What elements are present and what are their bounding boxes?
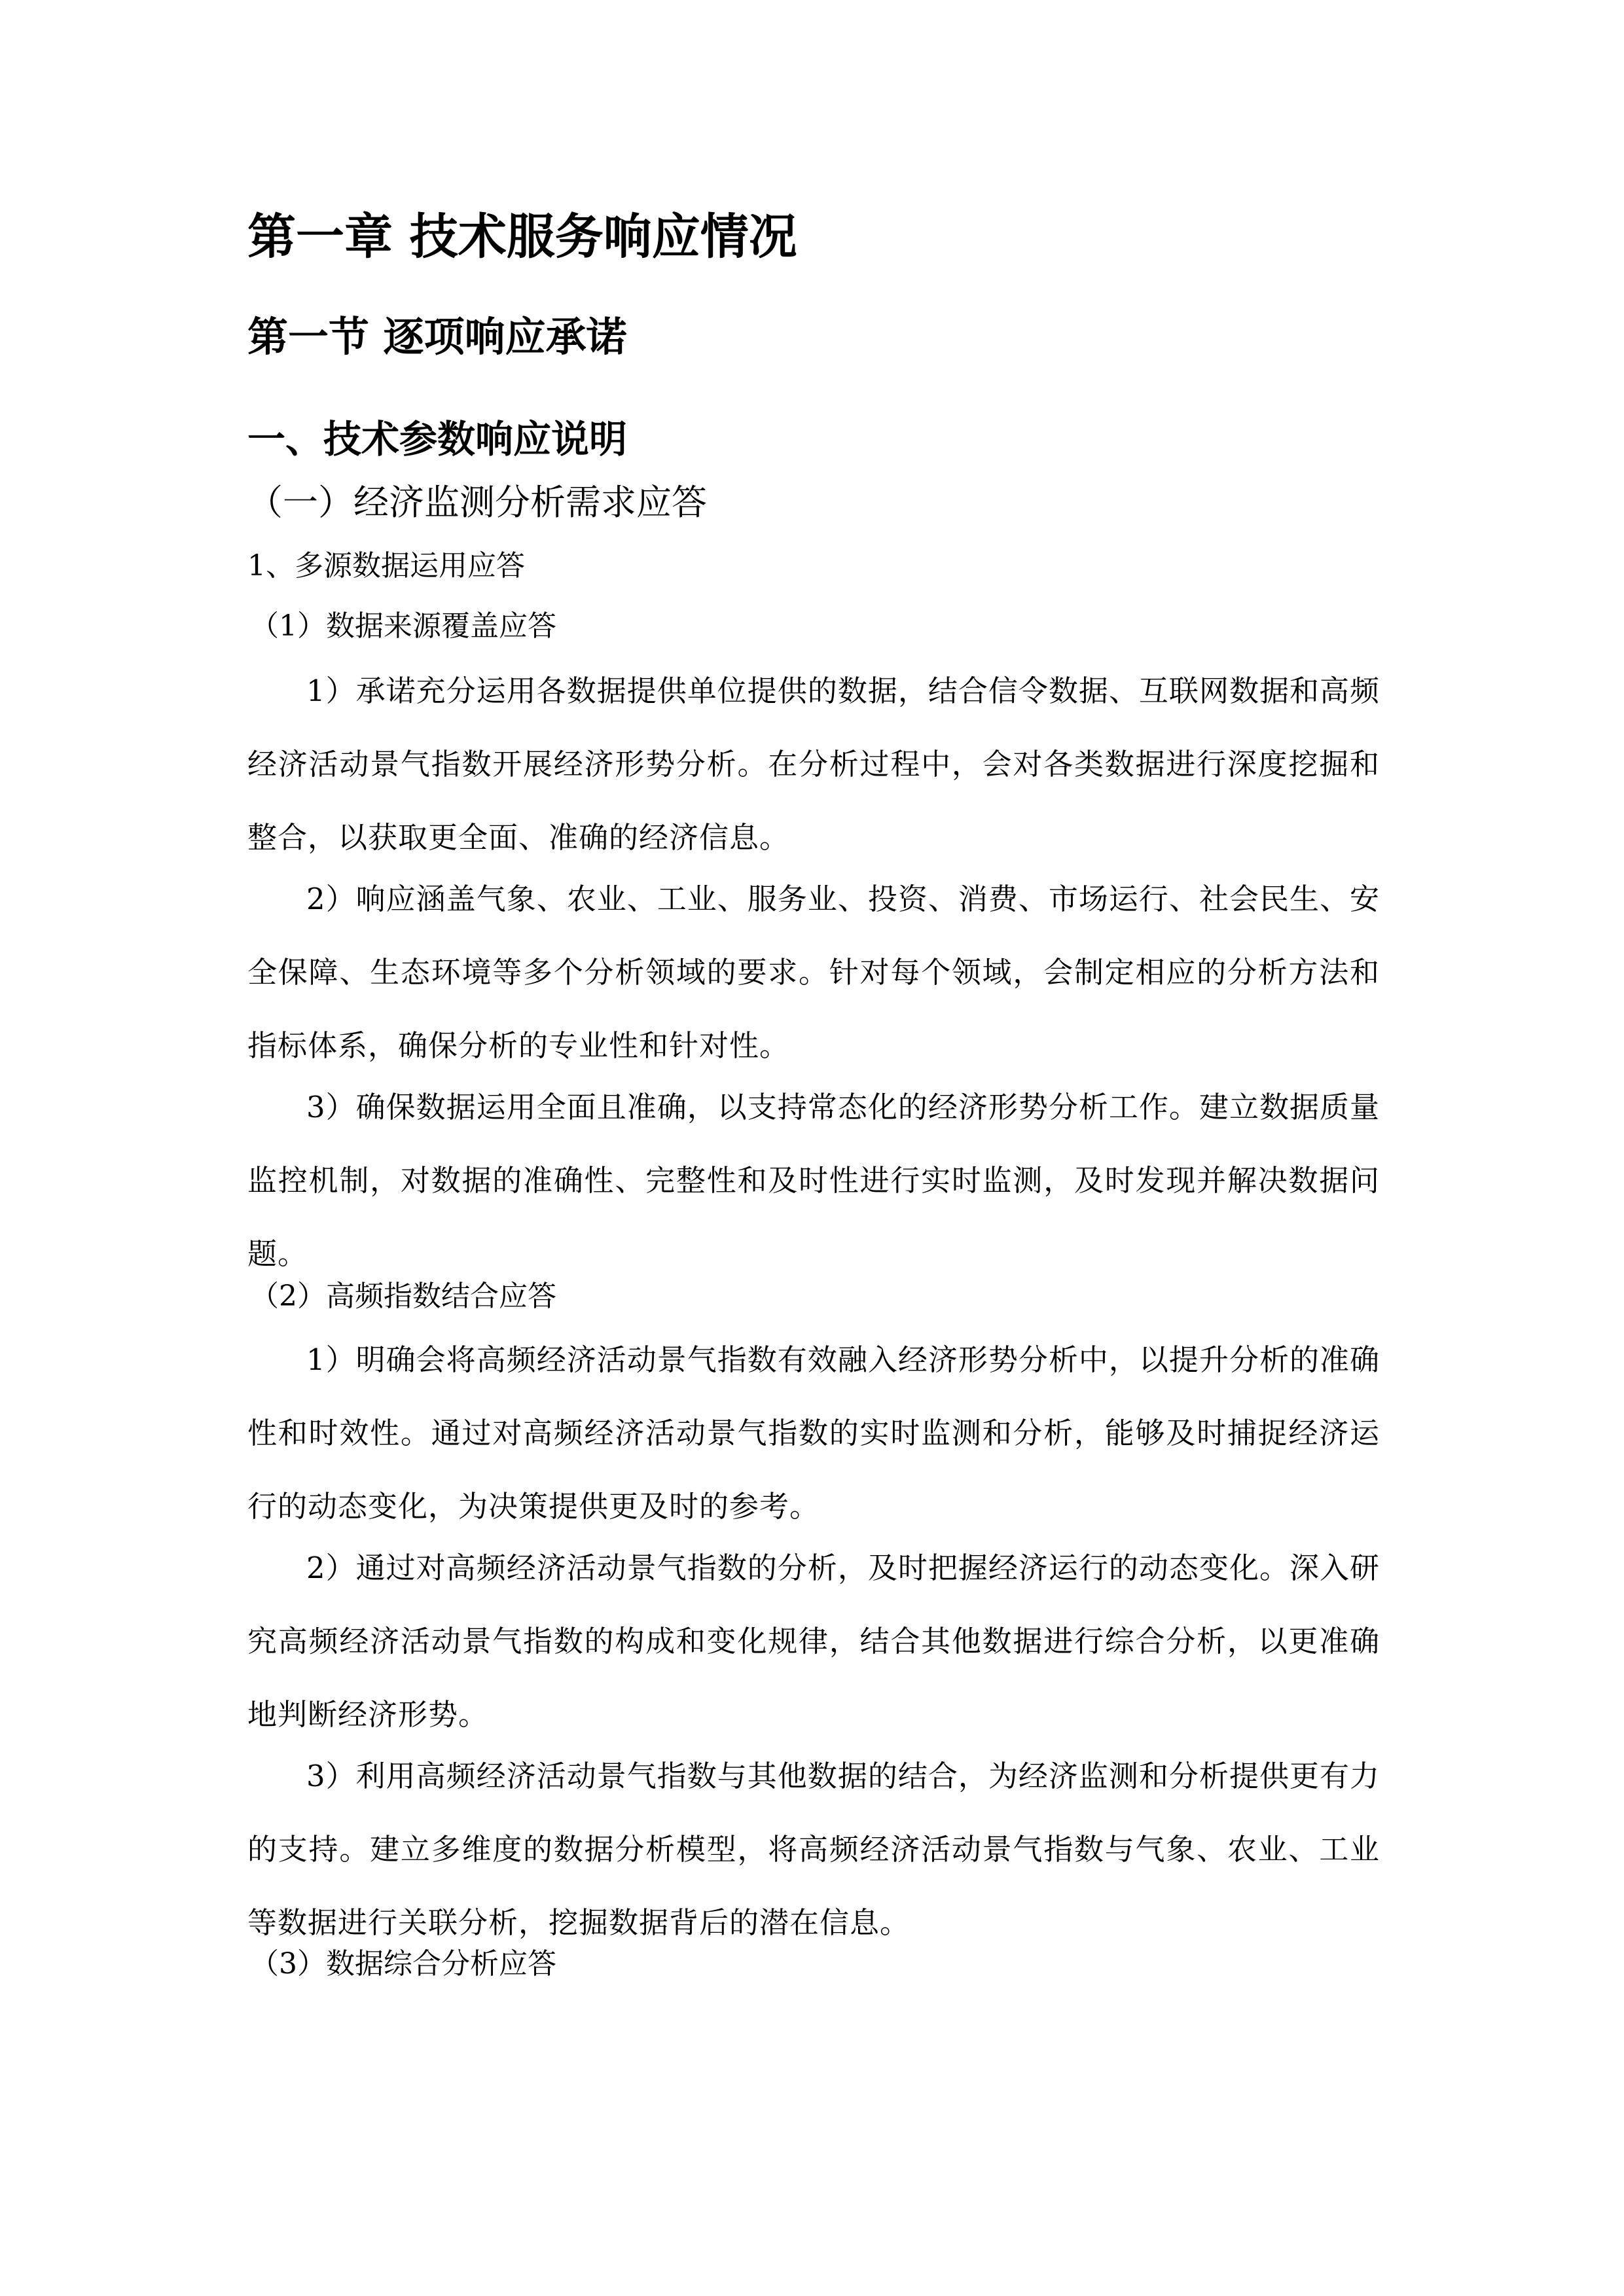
section-title: 第一节 逐项响应承诺 — [247, 313, 627, 361]
paragraph: 3）利用高频经济活动景气指数与其他数据的结合，为经济监测和分析提供更有力的支持。建立多维度的数据分析模型，将高频经济活动景气指数与气象、农业、工业等数据进行关联分析，挖掘数据背后的潜在信息。 — [247, 1759, 1380, 1940]
chapter-title: 第一章 技术服务响应情况 — [247, 209, 797, 265]
group-heading: （1）数据来源覆盖应答 — [250, 609, 556, 643]
paragraph: 1）承诺充分运用各数据提供单位提供的数据，结合信令数据、互联网数据和高频经济活动景气指数开展经济形势分析。在分析过程中，会对各类数据进行深度挖掘和整合，以获取更全面、准确的经济信息。 — [247, 673, 1380, 855]
paragraph: 2）通过对高频经济活动景气指数的分析，及时把握经济运行的动态变化。深入研究高频经济活动景气指数的构成和变化规律，结合其他数据进行综合分析，以更准确地判断经济形势。 — [247, 1551, 1380, 1732]
paragraph: 3）确保数据运用全面且准确，以支持常态化的经济形势分析工作。建立数据质量监控机制，对数据的准确性、完整性和及时性进行实时监测，及时发现并解决数据问题。 — [247, 1090, 1380, 1271]
paragraph: 1）明确会将高频经济活动景气指数有效融入经济形势分析中，以提升分析的准确性和时效性。通过对高频经济活动景气指数的实时监测和分析，能够及时捕捉经济运行的动态变化，为决策提供更及时的参考。 — [247, 1342, 1380, 1524]
item-title: 1、多源数据运用应答 — [247, 549, 525, 583]
subsection-title: 一、技术参数响应说明 — [247, 417, 628, 461]
paragraph: 2）响应涵盖气象、农业、工业、服务业、投资、消费、市场运行、社会民生、安全保障、生态环境等多个分析领域的要求。针对每个领域，会制定相应的分析方法和指标体系，确保分析的专业性和针对性。 — [247, 882, 1380, 1063]
category-title: （一）经济监测分析需求应答 — [247, 482, 707, 523]
group-heading: （3）数据综合分析应答 — [250, 1947, 556, 1981]
group-heading: （2）高频指数结合应答 — [250, 1280, 556, 1313]
